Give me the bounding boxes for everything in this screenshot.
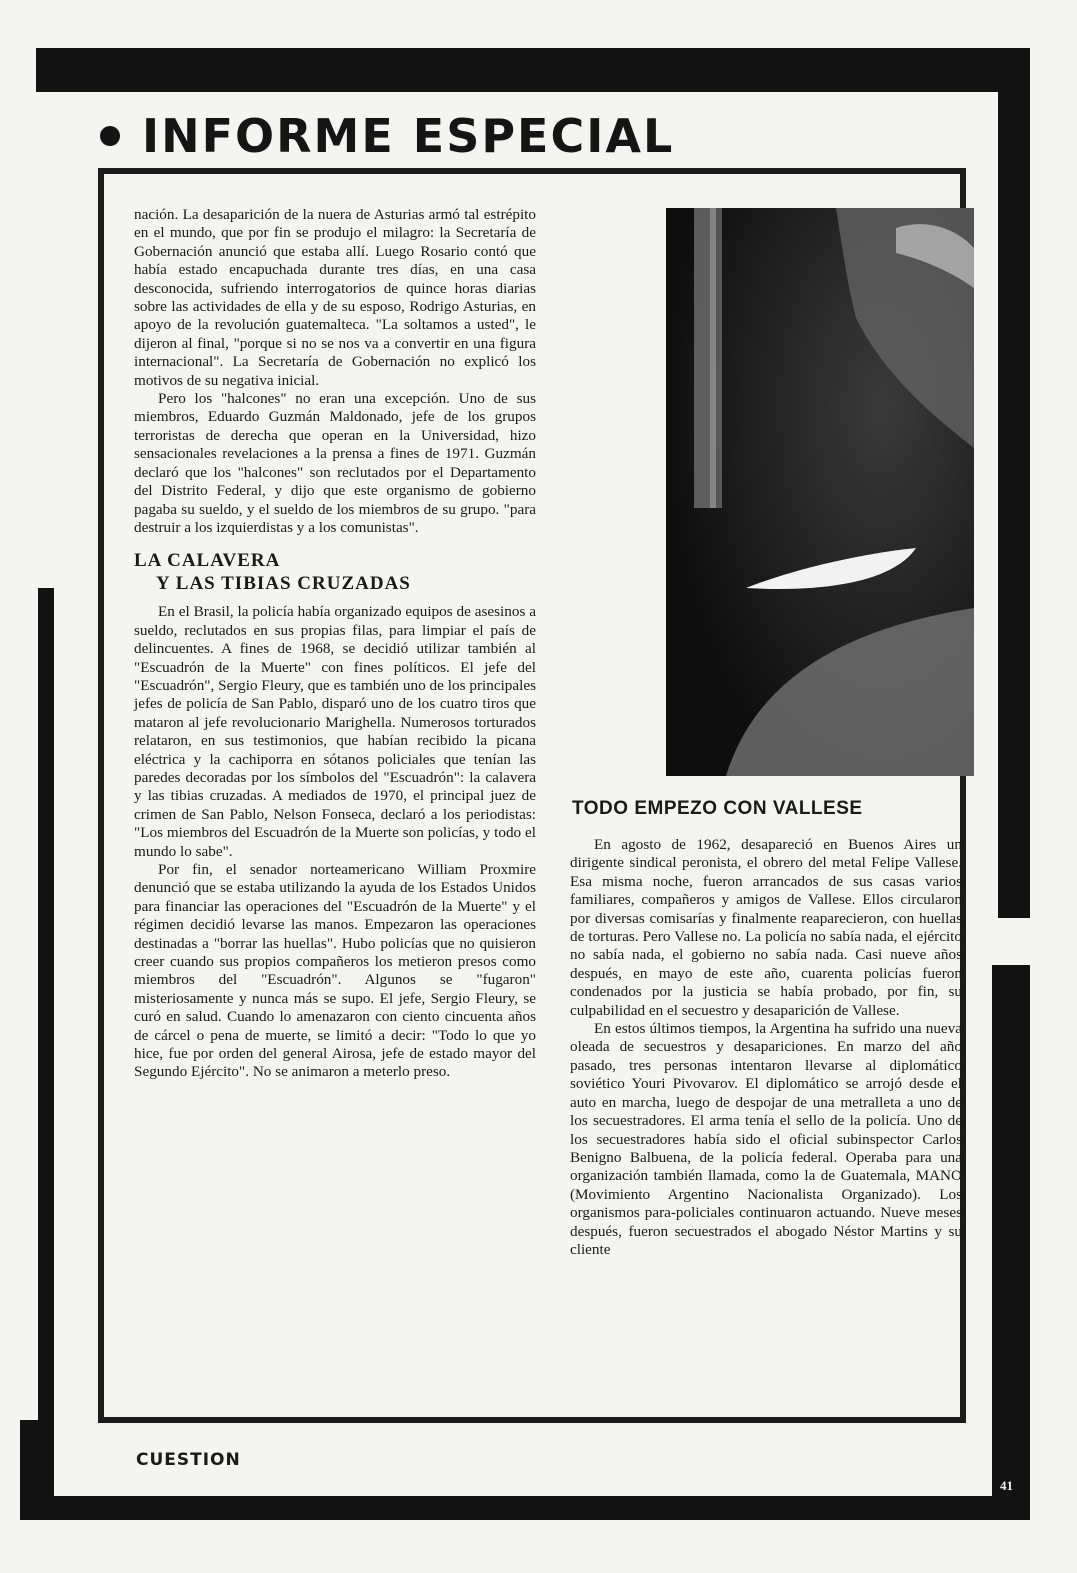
- right-border-bar: [998, 48, 1030, 918]
- paragraph: En el Brasil, la policía había organizado equipos de asesinos a sueldo, reclutados en sus propias filas, para limpiar el país de delincuentes. A fines de 1968, se decidió utilizar también al "Escuadrón de la Muerte" con fines políticos. El jefe del "Escuadrón", Sergio Fleury, que es también uno de los principales jefes de policía de San Pablo, disparó uno de los cuatro tiros que mataron al jefe revolucionario Marighella. Numerosos torturados relataron, en sus testimonios, que habían recibido la picana eléctrica y la cachiporra en sótanos policiales que tenían las paredes decoradas por los símbolos del "Escuadrón": la calavera y las tibias cruzadas. A mediados de 1970, el principal juez de crimen de San Pablo, Nelson Fonseca, declaró a los periodistas: "Los miembros del Escuadrón de la Muerte son policías, y todo el mundo lo sabe".: [134, 603, 536, 860]
- article-photo: [666, 208, 974, 776]
- right-border-bar-lower: [992, 965, 1030, 1520]
- page-number: 41: [1000, 1478, 1013, 1493]
- bottom-border-bar: [20, 1496, 1030, 1520]
- paragraph: Pero los "halcones" no eran una excepción. Uno de sus miembros, Eduardo Guzmán Maldonado, jefe de los grupos terroristas de derecha que operan en la Universidad, hizo sensacionales revelaciones a la prensa a fines de 1971. Guzmán declaró que los "halcones" son reclutados por el Departamento del Distrito Federal, y dijo que este organismo de gobierno pagaba su sueldo, y el sueldo de los miembros de su grupo. "para destruir a los izquierdistas y a los comunistas".: [134, 390, 536, 536]
- paragraph: nación. La desaparición de la nuera de Asturias armó tal estrépito en el mundo, que por fin se produjo el milagro: la Secretaría de Gobernación anunció que estaba allí. Luego Rosario contó que había estado encapuchada durante tres días, en una casa desconocida, sufriendo interrogatorios de quince horas diarias sobre las actividades de ella y de su esposo, Rodrigo Asturias, en apoyo de la revolución guatemalteca. "La soltamos a usted", le dijeron al final, "porque si no se nos va a convertir en una figura internacional". La Secretaría de Gobernación no explicó los motivos de su negativa inicial.: [134, 206, 536, 389]
- section-header: [100, 108, 674, 164]
- subheading: [134, 549, 536, 595]
- paragraph: En agosto de 1962, desapareció en Buenos Aires un dirigente sindical peronista, el obrero del metal Felipe Vallese. Esa misma noche, fueron arrancados de sus casas varios familiares, compañeros y amigos de Vallese. Ellos circularon por diversas comisarías y finalmente reaparecieron, con huellas de torturas. Pero Vallese no. La policía no sabía nada, el ejército no sabía nada, el gobierno no sabía nada. Casi nueve años después, en mayo de este año, cuarenta policías fueron condenados por la justicia se había probado, por fin, su culpabilidad en el secuestro y desaparición de Vallese.: [570, 836, 962, 1019]
- right-column-heading: TODO EMPEZO CON VALLESE: [572, 798, 863, 819]
- top-border-bar: [36, 48, 1030, 92]
- right-column: [570, 836, 962, 1259]
- publication-name: CUESTION: [136, 1450, 241, 1470]
- subheading-line-1: LA CALAVERA: [134, 550, 281, 572]
- paragraph: En estos últimos tiempos, la Argentina ha sufrido una nueva oleada de secuestros y desapariciones. En marzo del año pasado, tres personas intentaron llevarse al diplomático soviético Youri Pivovarov. El diplomático se arrojó desde el auto en marcha, luego de despojar de una metralleta a uno de los secuestradores. El arma tenía el sello de la policía. Uno de los secuestradores había sido el oficial subinspector Carlos Benigno Balbuena, de la policía federal. Operaba para una organización también llamada, como la de Guatemala, MANO (Movimiento Argentino Nacionalista Organizado). Los organismos para-policiales continuaron actuando. Nueve meses después, fueron secuestrados el abogado Néstor Martins y su cliente: [570, 1020, 962, 1258]
- section-title: INFORME ESPECIAL: [142, 109, 675, 163]
- subheading-line-2: Y LAS TIBIAS CRUZADAS: [156, 573, 411, 595]
- photo-image: [666, 208, 974, 776]
- left-column: [134, 206, 536, 1082]
- left-border-bar: [38, 588, 54, 1518]
- paragraph: Por fin, el senador norteamericano William Proxmire denunció que se estaba utilizando la ayuda de los Estados Unidos para financiar las operaciones del "Escuadrón de la Muerte" y el régimen decidió levarse las manos. Empezaron las operaciones destinadas a "borrar las huellas". Hubo policías que no quisieron creer cuando sus propios compañeros los metieron presos como miembros del "Escuadrón". Algunos se "fugaron" misteriosamente y nunca más se supo. El jefe, Sergio Fleury, se curó en salud. Cuando lo amenazaron con ciento cincuenta años de cárcel o pena de muerte, se limitó a decir: "Todo lo que yo hice, fue por orden del general Airosa, jefe de estado mayor del Segundo Ejército". No se animaron a meterlo preso.: [134, 861, 536, 1081]
- bullet-icon: [100, 126, 120, 146]
